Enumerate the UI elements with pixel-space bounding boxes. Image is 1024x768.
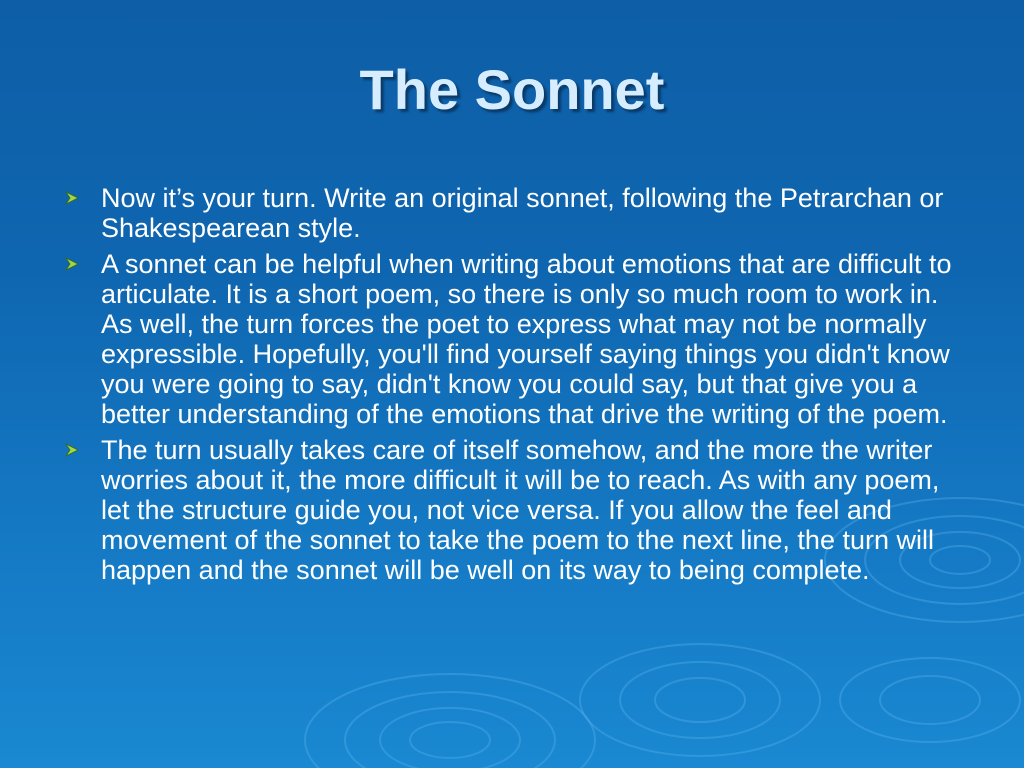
bullet-text: Now it’s your turn. Write an original sonnet, following the Petrarchan or Shakespearean style. [101,183,944,243]
bullet-list [62,183,962,591]
slide-title: The Sonnet [359,58,665,121]
bullet-item [62,183,962,243]
arrow-bullet-icon [64,442,80,458]
arrow-bullet-icon [64,190,80,206]
arrow-bullet-icon [64,256,80,272]
bullet-item [62,249,962,429]
bullet-text: The turn usually takes care of itself somehow, and the more the writer worries about it, the more difficult it will be to reach. As with any poem, let the structure guide you, not vice versa. If you allow the feel and movement of the sonnet to take the poem to the next line, the turn will happen and the sonnet will be well on its way to being complete. [101,435,940,585]
bullet-item [62,435,962,585]
bullet-text: A sonnet can be helpful when writing about emotions that are difficult to articulate. It is a short poem, so there is only so much room to work in. As well, the turn forces the poet to express what may not be normally expressible. Hopefully, you'll find yourself saying things you didn't know you were going to say, didn't know you could say, but that give you a better understanding of the emotions that drive the writing of the poem. [101,249,952,429]
